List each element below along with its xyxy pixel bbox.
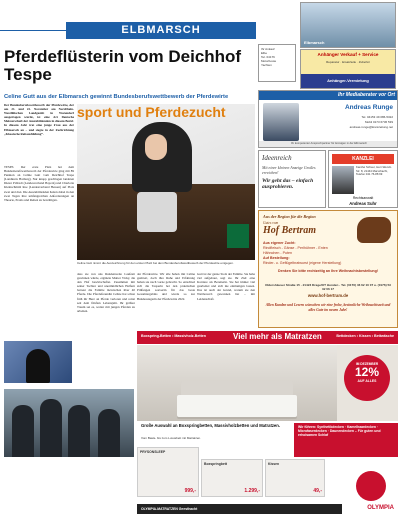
article-col-2: dass sie von uns Rundenweite Laufzeit gewinnen würde, ergänzte Mutter Vicky, die den Hof bewirtschaftet. Zusammen mit seiner Tochter und unermüdlichen Helfern betreut die Familie inzwischen über 40 Pferde. Die Pferdefreundin Celine hat schon früh ihr Herz an Pferde verloren und reitet seit dem fünften Lebensjahr. Ihr größter Traum sei es, weiter mit jungen Pferden zu arbeiten. [77, 272, 135, 313]
advisor-photo [263, 103, 299, 141]
store-brand: OLYMPIA [367, 505, 394, 511]
rider-face [145, 134, 167, 160]
mattress-store-ad [137, 331, 398, 514]
offer-sub: Vom Basis- bis zum Luxusbett mit Matratzen. [141, 436, 202, 440]
product-card: PRYSONSLEEP 999,- [137, 447, 199, 497]
law-office-logo: KANZLEI [332, 154, 394, 164]
intro-text: Der Bundesberufswettbewerb der Pferdewirte, der am 21. und 22. November am Nordrhein-Westfälischen Landgestüt in Warendorf ausgetragen wurde, ist eine Art Deutsche Meisterschaft der Auszubildenden in diesem Beruf. In diesem Jahr trat eine junge Frau aus der Elbmarsch an – und siegte in der Fachrichtung „Klassische Reitausbildung“. [4, 103, 74, 136]
bar-right: Bettdecken • Kissen • Bettwäsche [336, 334, 394, 338]
article-subhead: Celine Gutt aus der Elbmarsch gewinnt Bundesberufswettbewerb der Pferdewirte [4, 94, 229, 100]
promo-title: Ideenreich [262, 154, 292, 162]
store-logo [346, 471, 394, 511]
farm-lead: Aus der Region für die Region [263, 214, 316, 219]
classified-promo-ad [258, 150, 326, 208]
farm-greeting: Allen Kunden und Lesern wünschen wir eine frohe, besinnliche Weihnachtszeit und alles Gute im neuen Jahr! [265, 303, 391, 312]
aerial-map-ad [300, 2, 396, 48]
person-figure [40, 399, 62, 457]
article-intro [4, 103, 74, 163]
product-card: Kissen 49,- [265, 459, 325, 497]
lawyer-name: Andreas Suhr [349, 201, 377, 206]
hero-photo [77, 104, 255, 260]
promo-claim: Wir geht das – einfach ausprobieren. [262, 178, 314, 190]
store-logo-icon [356, 471, 386, 501]
group-photo [4, 389, 134, 457]
certificate-image [137, 192, 177, 232]
farm-url[interactable]: www.hof-bertram.de [307, 293, 349, 298]
photo-caption: Celine Gutt nimmt die Auszeichnung für den ersten Platz bei dem Bundesberufswettbewerb der Pferdewirte entgegen. [77, 261, 234, 265]
article-col-3: der Pferdewirte. Wir alle haben mit Celine gezittert, doch ihre Ruhe und Erfahrung haben sie nach vorne gebracht. So entschied sich die Tesperin bei den praktischen Prüfungen souverän für das beste Gesamtergebnis und wurde so zur Bundessiegerin der Pferdewirte 2022. [137, 272, 195, 301]
media-advisor-ad [258, 90, 398, 148]
advisor-head: Ihr Mediaberater vor Ort [259, 91, 398, 100]
trailer-ad-title: Anhänger Verkauf + Service [317, 52, 379, 57]
section-masthead: ELBMARSCH [66, 22, 256, 39]
bar-center: Viel mehr als Matratzen [233, 332, 322, 341]
offer-headline: Große Auswahl an Boxspringbetten, Massivholzbetten und Matratzen. [141, 423, 280, 428]
trailer-ad-sub: Reparatur · Ersatzteile · Zubehör [326, 60, 370, 64]
cow-icon [357, 217, 391, 243]
advisor-foot: Ihr kompetenter Ansprechpartner für Anzeigen in der Elbmarsch [259, 141, 398, 147]
advisor-email: andreas.runge@kreiszeitung.net [349, 125, 393, 129]
farm-line-5: Rinder- u. Geflügelbratwurst (eigene Herstellung) [263, 261, 342, 265]
promo-text: Mit einer kleinen Anzeige Großes erreichen! [262, 165, 316, 175]
advisor-name: Andreas Runge [344, 104, 393, 111]
trailer-sales-ad [300, 49, 396, 89]
law-office-ad [328, 150, 398, 208]
map-label: Elbmarsch [304, 40, 325, 45]
farm-line-1: Aus eigener Zucht: [263, 241, 296, 245]
trailer-ad-bar: Anhänger-Vermietung [301, 74, 395, 88]
bedroom-image [137, 345, 337, 421]
advisor-mobile: Mobil 0173 6736 539 [364, 120, 393, 124]
person-figure [12, 405, 34, 457]
farm-line-3: Hähnchen - Puten [263, 251, 292, 255]
masthead-rule [0, 30, 66, 31]
portrait-person [26, 349, 50, 383]
bed-image [177, 395, 297, 417]
boat-ad: Ihr Ankauf Elbe Tel. 04176 Motorboote Yachten [258, 44, 296, 82]
portrait-photo [4, 341, 72, 383]
law-office-address: Kanzlei Schuer, Herr-Wendt-Str. 8, 21444 Marschacht, Telefon 041 76-88 99 [356, 165, 392, 177]
farm-shop-ad [258, 210, 398, 328]
farm-line-2: Rindfleisch - Gänse - Perlhühner - Enten [263, 246, 328, 250]
article-headline: Pferdeflüsterin vom Deichhof Tespe [4, 47, 242, 84]
farm-name: Hof Bertram [263, 225, 317, 236]
farm-gutes: Gutes vom [263, 221, 279, 225]
discount-badge: IM DEZEMBER 12% AUF ALLES [344, 355, 390, 401]
bedding-info-box: Wir führen: Synthetikdecken · Kamelhaardecken · Microfaserdecken · Daunendecken – Für guten und erholsamen Schlaf [294, 423, 398, 457]
article-col-4: Gutt ist der ganze Stolz der Familie. Sie habe viel aufgebaut, sagt sie. Ihr Ziel: eine Karriere als Bereiterin. Sie hat immer viel gearbeitet und sich nie entmutigen lassen. Das ist auch der Grund, warum sie den Wettbewerb gewonnen hat – mit Leidenschaft. [197, 272, 255, 301]
bar-left: Boxspring-Betten • Massivholz-Betten [141, 334, 206, 338]
lawyer-title: Rechtsanwalt [352, 196, 374, 200]
photo-banner-text: sport und Pferdezucht [77, 104, 226, 120]
farm-address: Oldershäuser Straße 15 · 21423 Drage/OT Hunden · Tel. (0176) 46 62 10 07 u. (0176) 53 32 06 17 [265, 283, 391, 291]
article-col-1: TESPE. Der erste Platz bei dem Bundesberufswettbewerb der Pferdewirte ging mit 89 Punkten an Celine Gutt vom Deichhof Tespe (Landkreis Harburg). Nur knapp geschlagen landeten Dieter Pröbsdt (Landesverband Bayern) und Charlotte Kleinschmidt Roe (Landesverband Hessen) auf Platz zwei und drei. Die Auszubildenden hatten dabei in den zwei Tagen ihre umfangreichen Anforderungen an Theorie, Praxis und Reiten zu bewältigen. [4, 165, 74, 202]
person-figure [98, 409, 120, 457]
advisor-phone: Tel. 04153 49 086-5322 [361, 115, 393, 119]
farm-line-6: Denken Sie bitte rechtzeitig an Ihre Weihnachtsbestellung! [278, 269, 378, 273]
person-figure [68, 405, 90, 457]
sponsor-logo [227, 224, 249, 248]
mattress-ad-bar [137, 331, 398, 344]
store-footer: OLYMPIA-MATRATZEN Geesthacht [137, 504, 342, 514]
product-card: Boxspringbett 1.299,- [201, 459, 263, 497]
farm-line-4: Auf Bestellung: [263, 256, 290, 260]
lawyer-photo [332, 166, 354, 194]
